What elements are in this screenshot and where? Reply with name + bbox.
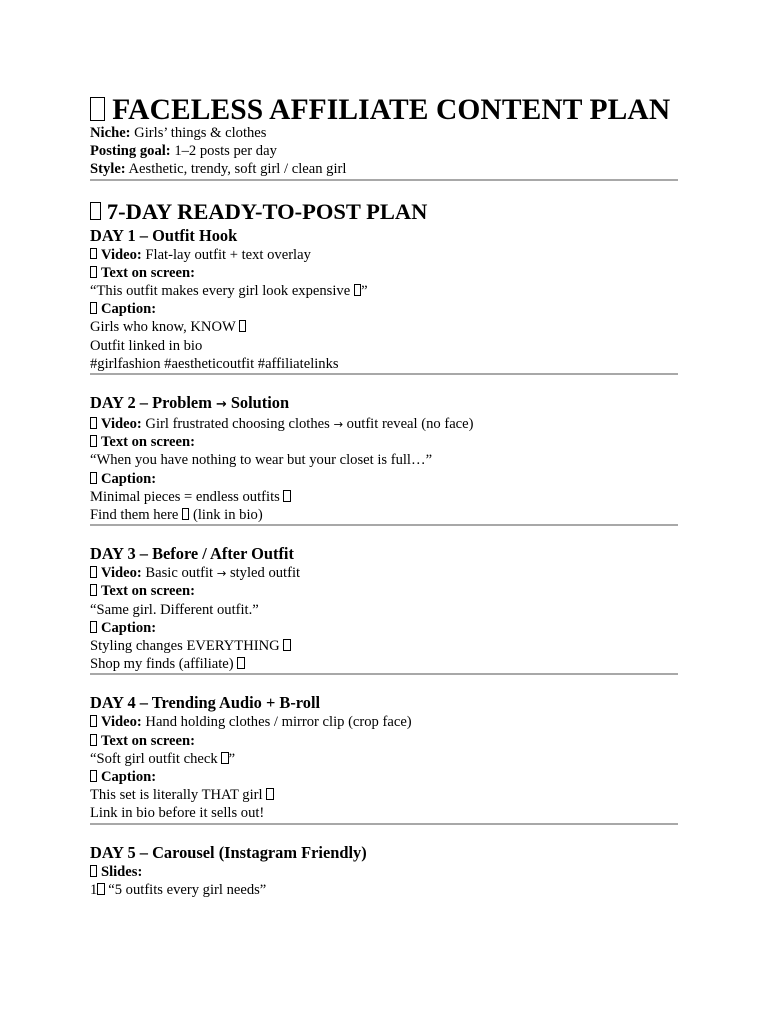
slide-number: 1 xyxy=(90,881,98,898)
video-icon xyxy=(90,715,97,727)
caption-row xyxy=(90,619,678,637)
video-label: Video: xyxy=(100,714,142,731)
caption-text: Girls who know, KNOW xyxy=(90,319,236,336)
video-icon xyxy=(90,417,97,429)
meta-label: Posting goal: xyxy=(90,143,171,160)
hashtags: #girlfashion #aestheticoutfit #affiliatelinks xyxy=(90,355,339,372)
caption-line: Outfit linked in bio xyxy=(90,337,203,354)
emoji-icon xyxy=(237,657,244,669)
emoji-icon xyxy=(283,490,290,502)
caption-label: Caption: xyxy=(100,301,157,318)
video-icon xyxy=(90,248,97,260)
text-icon xyxy=(90,584,97,596)
video-description: Flat-lay outfit + text overlay xyxy=(141,246,311,263)
video-row xyxy=(90,713,678,731)
caption-text: (link in bio) xyxy=(192,507,263,524)
text-icon xyxy=(90,734,97,746)
title-part: Solution xyxy=(230,393,290,413)
missing-glyph-icon xyxy=(90,97,105,121)
plan-heading-text: 7-DAY READY-TO-POST PLAN xyxy=(106,198,428,224)
text-on-screen-value: “Same girl. Different outfit.” xyxy=(90,601,259,618)
emoji-icon xyxy=(221,752,228,764)
caption-row xyxy=(90,300,678,318)
caption-text: Styling changes EVERYTHING xyxy=(90,638,280,655)
meta-value: 1–2 posts per day xyxy=(170,143,277,160)
video-description: styled outfit xyxy=(229,565,301,582)
caption-line xyxy=(90,637,678,655)
meta-label: Style: xyxy=(90,161,126,178)
meta-label: Niche: xyxy=(90,125,131,141)
day-3-title: DAY 3 – Before / After Outfit xyxy=(90,544,294,564)
plan-heading xyxy=(90,198,678,225)
meta-style xyxy=(90,160,678,178)
caption-text: This set is literally THAT girl xyxy=(90,787,263,804)
keycap-icon xyxy=(97,883,104,895)
video-row xyxy=(90,564,678,582)
arrow-icon: → xyxy=(333,417,344,432)
meta-value: Girls’ things & clothes xyxy=(130,125,267,141)
text-on-screen-value xyxy=(90,750,678,768)
caption-line xyxy=(90,786,678,804)
text-on-screen-label: Text on screen: xyxy=(100,583,195,600)
quote-text: “This outfit makes every girl look expensive xyxy=(90,283,351,300)
day-3-section xyxy=(90,544,678,675)
caption-line: Link in bio before it sells out! xyxy=(90,805,265,822)
caption-line xyxy=(90,506,678,524)
day-4-title: DAY 4 – Trending Audio + B-roll xyxy=(90,693,321,713)
day-2-title xyxy=(90,393,678,415)
text-on-screen-row xyxy=(90,264,678,282)
document-page xyxy=(90,92,678,899)
arrow-icon: → xyxy=(216,566,227,581)
quote-text: “Soft girl outfit check xyxy=(90,750,218,767)
caption-line xyxy=(90,655,678,673)
slides-icon xyxy=(90,865,97,877)
text-icon xyxy=(90,435,97,447)
video-label: Video: xyxy=(100,565,142,582)
caption-icon xyxy=(90,770,97,782)
text-on-screen-label: Text on screen: xyxy=(100,264,195,281)
emoji-icon xyxy=(266,788,273,800)
caption-text: Find them here xyxy=(90,507,179,524)
caption-row xyxy=(90,768,678,786)
caption-label: Caption: xyxy=(100,769,157,786)
text-on-screen-row xyxy=(90,433,678,451)
text-on-screen-row xyxy=(90,582,678,600)
video-label: Video: xyxy=(100,416,142,433)
meta-value: Aesthetic, trendy, soft girl / clean girl xyxy=(125,161,347,178)
slide-text: “5 outfits every girl needs” xyxy=(104,881,267,898)
caption-label: Caption: xyxy=(100,470,157,487)
video-description: Basic outfit xyxy=(141,565,214,582)
day-1-section xyxy=(90,226,678,375)
title-part: DAY 2 – Problem xyxy=(90,393,212,413)
day-5-section xyxy=(90,843,678,899)
slide-item xyxy=(90,881,678,899)
text-on-screen-value: “When you have nothing to wear but your closet is full…” xyxy=(90,452,433,469)
caption-line xyxy=(90,318,678,336)
caption-icon xyxy=(90,472,97,484)
video-row xyxy=(90,246,678,264)
text-icon xyxy=(90,266,97,278)
meta-posting-goal xyxy=(90,142,678,160)
day-5-title: DAY 5 – Carousel (Instagram Friendly) xyxy=(90,842,367,862)
missing-glyph-icon xyxy=(90,202,101,220)
video-row xyxy=(90,415,678,433)
quote-end: ” xyxy=(361,283,368,300)
section-divider xyxy=(90,179,678,181)
caption-icon xyxy=(90,302,97,314)
arrow-icon: → xyxy=(215,397,227,413)
text-on-screen-row xyxy=(90,732,678,750)
day-2-section xyxy=(90,393,678,526)
day-4-section xyxy=(90,693,678,824)
page-title xyxy=(90,92,678,128)
caption-line xyxy=(90,488,678,506)
caption-label: Caption: xyxy=(100,619,157,636)
caption-row xyxy=(90,470,678,488)
video-description: Hand holding clothes / mirror clip (crop face) xyxy=(141,714,412,731)
caption-text: Shop my finds (affiliate) xyxy=(90,656,234,673)
slides-label: Slides: xyxy=(100,863,143,880)
video-label: Video: xyxy=(100,246,142,263)
emoji-icon xyxy=(182,508,189,520)
caption-text: Minimal pieces = endless outfits xyxy=(90,488,280,505)
video-description: outfit reveal (no face) xyxy=(346,416,474,433)
emoji-icon xyxy=(283,639,290,651)
day-1-title: DAY 1 – Outfit Hook xyxy=(90,225,238,245)
text-on-screen-label: Text on screen: xyxy=(100,732,195,749)
page-title-text: FACELESS AFFILIATE CONTENT PLAN xyxy=(112,94,671,126)
video-description: Girl frustrated choosing clothes xyxy=(141,416,330,433)
caption-icon xyxy=(90,621,97,633)
video-icon xyxy=(90,566,97,578)
quote-end: ” xyxy=(228,750,236,767)
emoji-icon xyxy=(239,320,246,332)
text-on-screen-value xyxy=(90,282,678,300)
text-on-screen-label: Text on screen: xyxy=(100,434,195,451)
slides-row xyxy=(90,863,678,881)
